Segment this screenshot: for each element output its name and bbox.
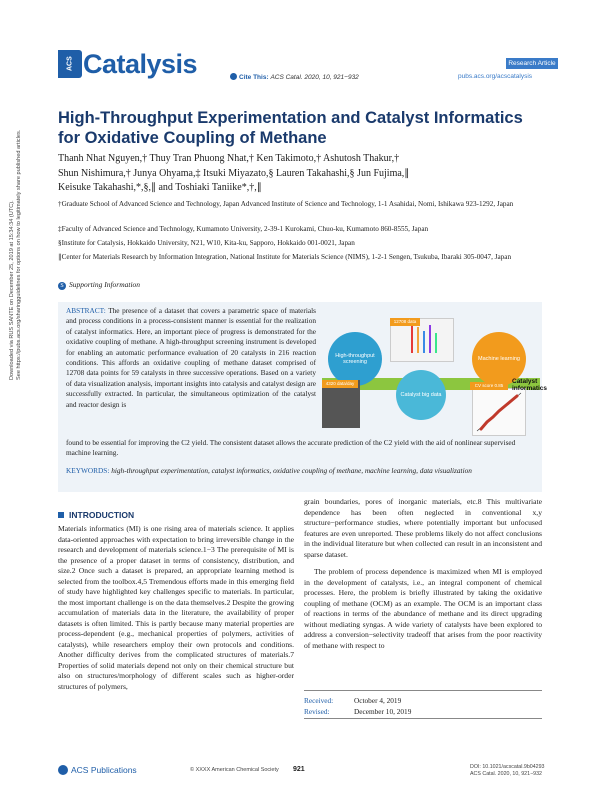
author-line: Shun Nishimura,† Junya Ohyama,‡ Itsuki Miyazato,§ Lauren Takahashi,§ Jun Fujima,∥ — [58, 167, 410, 179]
article-history: Received: October 4, 2019 Revised: December 10, 2019 — [304, 696, 412, 716]
tag-right: CV score 0.85 — [470, 382, 508, 390]
intro-column-right-b: The problem of process dependence is maximized when MI is employed in the development of catalysts, i.e., an integral component of chemical processes. Here, the problem is briefly illustrated by taking the oxidative coupling of methane (OCM) as an example. The OCM is an important class of reactions in terms of the abundance of methane and its direct upgrading without mediating syngas. A wide variety of catalysts have been explored to address a conversion−selectivity tradeoff that arises from the poor reactivity of methane with respect to — [304, 567, 542, 650]
publisher-logo: ACS Publications — [58, 765, 137, 775]
abstract-text: ABSTRACT: The presence of a dataset that covers a parametric space of materials and process conditions in a process-consistent manner is essential for the realization of catalyst informatics. Here, an important piece of progress is demonstrated for the oxidative coupling of methane. A high-throughput screening instrument is developed for enabling an automatic performance evaluation of 20 catalysts in 216 reaction conditions. This affords an oxidative coupling of methane dataset comprised of 12708 data points for 59 catalysts in three successive operations. Based on a variety of data visualization analysis, important insights into catalysis and catalyst design are successfully extracted. In particular, the simultaneous optimization of the catalyst and reactor design is — [66, 306, 316, 409]
tag-top: 12708 data — [390, 318, 420, 326]
tag-left: 4320 data/day — [322, 380, 358, 388]
author-line: Keisuke Takahashi,*,§,∥ and Toshiaki Taniike*,†,∥ — [58, 182, 262, 193]
divider — [304, 690, 542, 691]
divider — [304, 718, 542, 719]
article-title: High-Throughput Experimentation and Catalyst Informatics for Oxidative Coupling of Methane — [58, 109, 523, 147]
cite-icon — [230, 73, 237, 80]
supporting-info-link[interactable]: S Supporting Information — [58, 280, 140, 290]
affiliation: †Graduate School of Advanced Science and Technology, Japan Advanced Institute of Science and Technology, 1-1 Asahidai, Nomi, Ishikawa 923-1292, Japan — [58, 200, 514, 208]
journal-logo-prefix: ACS — [58, 50, 82, 78]
affiliation: §Institute for Catalysis, Hokkaido University, N21, W10, Kita-ku, Sapporo, Hokkaido 001-0021, Japan — [58, 239, 355, 247]
toc-graphic — [322, 318, 540, 436]
affiliation: ∥Center for Materials Research by Information Integration, National Institute for Materials Science (NIMS), 1-2-1 Sengen, Tsukuba, Ibaraki 305-0047, Japan — [58, 253, 512, 261]
big-data-circle: Catalyst big data — [396, 370, 446, 420]
article-type-badge: Research Article — [506, 58, 558, 69]
supporting-info-icon: S — [58, 282, 66, 290]
parity-plot — [472, 388, 526, 436]
page-number: 921 — [293, 766, 305, 773]
download-notice: Downloaded via RUS SANTE on December 25, 2019 at 15:34:34 (UTC). See https://pubs.acs.org/sharingguidelines for options on how to legitimately share published articles. — [9, 129, 22, 380]
acs-logo-icon — [58, 765, 68, 775]
intro-column-left: Materials informatics (MI) is one rising area of materials science. It applies data-oriented approaches with expectation to bring irreversible change in the research and development of materials science.1−3 The prerequisite of MI is the presence of a proper dataset in terms of consistency, distribution, and size.2 Once such a dataset is prepared, an appropriate learning method is selected from the toolbox.4,5 Tremendous efforts made in this emerging field of study have highlighted key challenges specific to materials. In particular, the most important challenge is on the data themselves.2 Despite the growing accumulation of materials data in the literature, the availability of proper datasets is often limited. This is partly because many material properties are process-dependent (e.g., mechanical properties of polymers, activities of catalysts), while researchers employ their own protocols and conditions. Another difficulty derives from the complicated structures of materials.7 Properties of solid materials depend not only on their chemical structure but also on structures/morphology of different scales such as higher-order structures of polymers, — [58, 524, 294, 691]
section-heading: INTRODUCTION — [58, 510, 134, 520]
journal-url[interactable]: pubs.acs.org/acscatalysis — [458, 73, 533, 80]
intro-column-right-a: grain boundaries, pores of inorganic materials, etc.8 This multivariate dependence has been often neglected in conventional x,y structure−performance studies, where potentially important but unfocused features are even unreported. These problems likely do not affect conclusions in the individual literature but when collected can result in an inconsistent and sparse dataset. — [304, 497, 542, 559]
doi[interactable]: DOI: 10.1021/acscatal.9b04293 ACS Catal. 2020, 10, 921−932 — [470, 764, 545, 777]
author-list — [58, 152, 548, 196]
keywords: KEYWORDS: high-throughput experimentation, catalyst informatics, oxidative coupling of methane, machine learning, data visualization — [66, 466, 472, 475]
affiliation: ‡Faculty of Advanced Science and Technology, Kumamoto University, 2-39-1 Kurokami, Chuo-ku, Kumamoto 860-8555, Japan — [58, 225, 429, 233]
abstract-text-continued: found to be essential for improving the C2 yield. The consistent dataset allows the accurate prediction of the C2 yield with the aid of nonlinear supervised machine learning. — [66, 438, 516, 458]
hts-circle: High-throughput screening — [328, 332, 382, 386]
catalyst-informatics-label: Catalyst informatics — [512, 378, 548, 392]
ml-circle: Machine learning — [472, 332, 526, 386]
parity-plot-icon — [473, 389, 525, 435]
author-line: Thanh Nhat Nguyen,† Thuy Tran Phuong Nhat,† Ken Takimoto,† Ashutosh Thakur,† — [58, 153, 400, 164]
journal-logo: Catalysis — [83, 49, 198, 79]
cite-this[interactable]: Cite This: ACS Catal. 2020, 10, 921−932 — [230, 73, 359, 81]
copyright: © XXXX American Chemical Society — [190, 767, 279, 773]
